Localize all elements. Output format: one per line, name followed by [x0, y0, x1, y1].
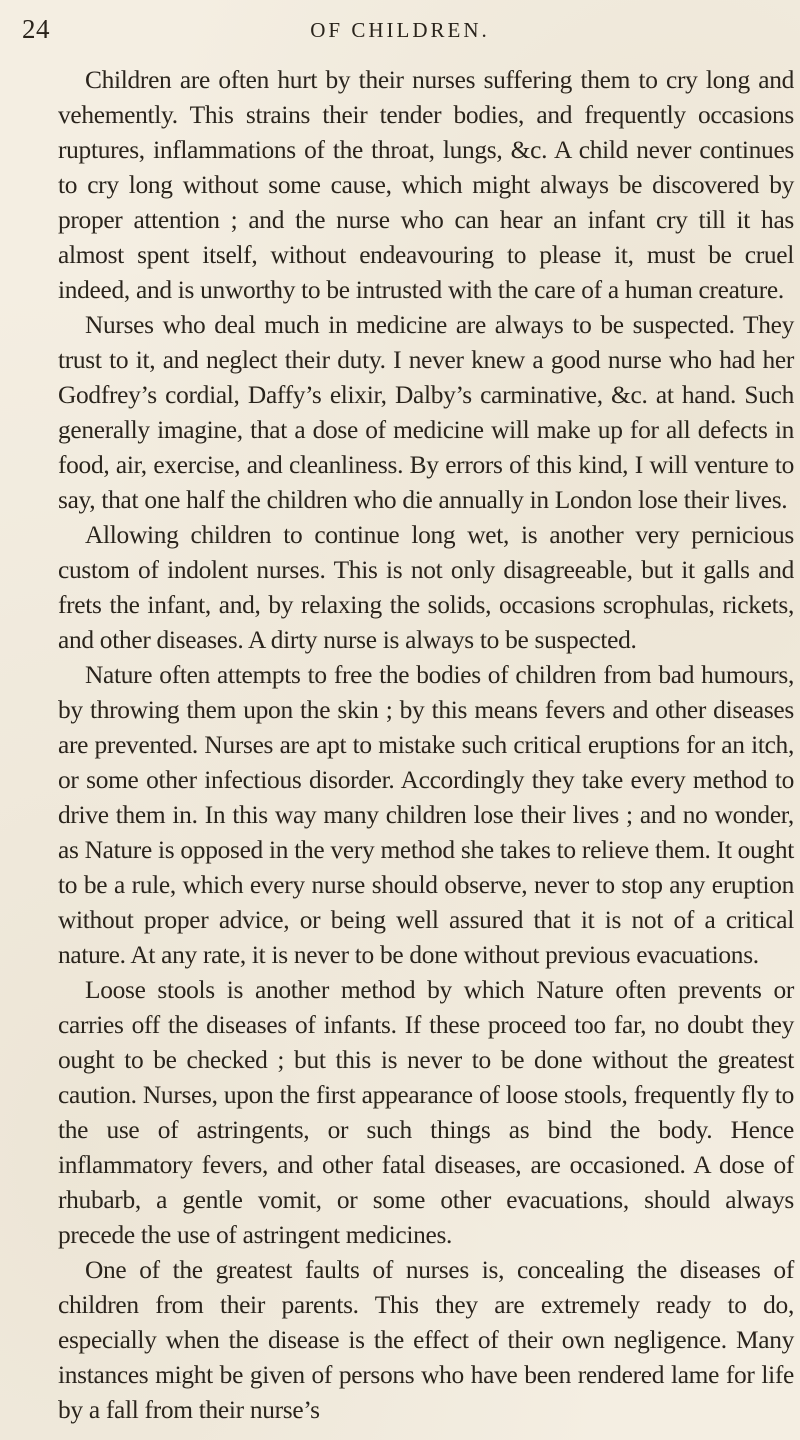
paragraph-medicine: Nurses who deal much in medicine are always to be suspected. They trust to it, and neglect their duty. I never knew a good nurse who had her Godfrey’s cordial, Daffy’s elixir, Dalby’s carminative, &c. at hand. Such generally imagine, that a dose of medicine will make up for all defects in food, air, exercise, and cleanliness. By errors of this kind, I will venture to say, that one half the children who die annually in London lose their lives. — [58, 311, 794, 514]
running-head — [22, 14, 778, 48]
paragraph-eruptions: Nature often attempts to free the bodies of children from bad humours, by throwing them upon the skin ; by this means fevers and other diseases are prevented. Nurses are apt to mistake such critical eruptions for an itch, or some other infectious disorder. Accordingly they take every method to drive them in. In this way many children lose their lives ; and no wonder, as Nature is opposed in the very method she takes to relieve them. It ought to be a rule, which every nurse should observe, never to stop any eruption without proper advice, or being well assured that it is not of a critical nature. At any rate, it is never to be done without previous evacuations. — [58, 661, 794, 969]
paragraph-concealing: One of the greatest faults of nurses is, concealing the diseases of children from their parents. This they are extremely ready to do, especially when the disease is the effect of their own negligence. Many instances might be given of persons who have been rendered lame for life by a fall from their nurse’s — [58, 1256, 794, 1424]
paragraph-crying: Children are often hurt by their nurses suffering them to cry long and vehemently. This strains their tender bodies, and frequently occasions ruptures, inflammations of the throat, lungs, &c. A child never continues to cry long without some cause, which might always be discovered by proper attention ; and the nurse who can hear an infant cry till it has almost spent itself, without endeavouring to please it, must be cruel indeed, and is unworthy to be intrusted with the care of a human creature. — [58, 66, 794, 304]
page-number: 24 — [22, 14, 50, 44]
paragraph-wet: Allowing children to continue long wet, is another very pernicious custom of indolent nurses. This is not only disagreeable, but it galls and frets the infant, and, by relaxing the solids, occasions scrophulas, rickets, and other diseases. A dirty nurse is always to be suspected. — [58, 521, 794, 654]
paragraph-loose-stools: Loose stools is another method by which Nature often prevents or carries off the diseases of infants. If these proceed too far, no doubt they ought to be checked ; but this is never to be done without the greatest caution. Nurses, upon the first appearance of loose stools, frequently fly to the use of astringents, or such things as bind the body. Hence inflammatory fevers, and other fatal diseases, are occasioned. A dose of rhubarb, a gentle vomit, or some other evacuations, should always precede the use of astringent medicines. — [58, 976, 794, 1249]
body-text — [58, 63, 794, 1428]
running-head-title: OF CHILDREN. — [310, 18, 490, 42]
